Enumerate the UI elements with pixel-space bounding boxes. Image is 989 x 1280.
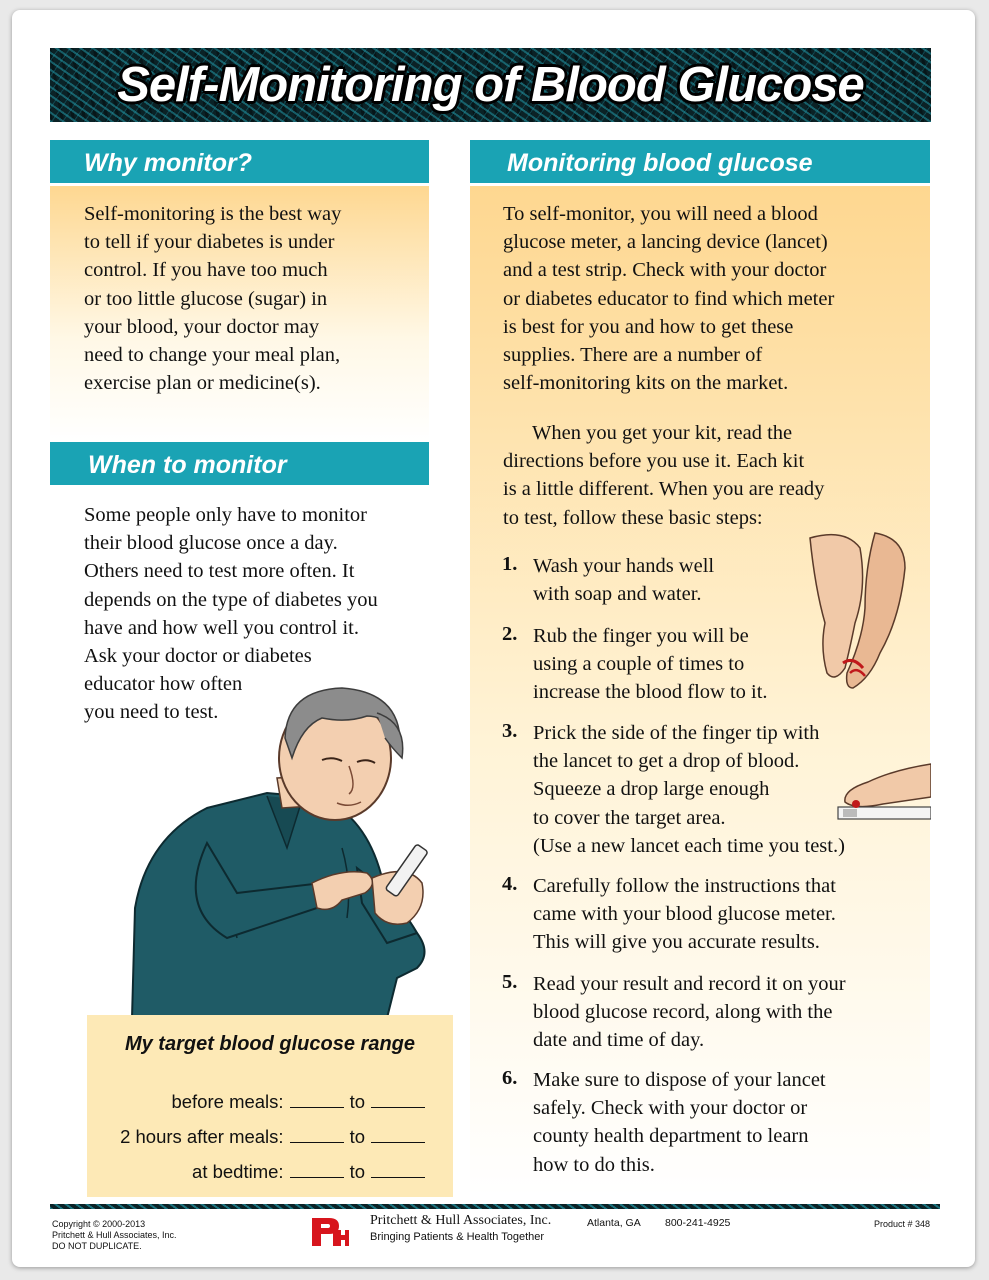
step-1-text: Wash your hands well with soap and water. xyxy=(533,555,715,606)
when-text: Some people only have to monitor their blood glucose once a day. Others need to test more often. It depends on the type of diabetes you have and how well you control it. Ask your doctor or diabetes educator how often you need to test. xyxy=(84,504,378,724)
target-range-box xyxy=(87,1015,453,1197)
man-testing-glucose-illustration xyxy=(117,678,462,1018)
monitoring-heading: Monitoring blood glucose xyxy=(470,140,930,186)
step-6-text: Make sure to dispose of your lancet safely. Check with your doctor or county health department to learn how to do this. xyxy=(533,1069,826,1176)
step-2-number: 2. xyxy=(502,623,518,645)
ph-logo-icon xyxy=(309,1214,351,1250)
company-logo xyxy=(309,1214,351,1250)
company-phone: 800-241-4925 xyxy=(665,1217,731,1229)
bedtime-low-blank[interactable] xyxy=(290,1161,344,1178)
before-meals-low-blank[interactable] xyxy=(290,1091,344,1108)
company-name: Pritchett & Hull Associates, Inc. xyxy=(370,1213,552,1228)
step-1-number: 1. xyxy=(502,553,518,575)
step-4-number: 4. xyxy=(502,873,518,895)
product-number: Product # 348 xyxy=(874,1219,931,1229)
step-2-text: Rub the finger you will be using a couple of times to increase the blood flow to it. xyxy=(533,625,768,704)
step-6-number: 6. xyxy=(502,1067,518,1089)
step-3-number: 3. xyxy=(502,720,518,742)
why-text: Self-monitoring is the best way to tell if your diabetes is under control. If you have too much or too little glucose (sugar) in your blood, your doctor may need to change your meal plan, exercise plan or medicine(s). xyxy=(84,203,342,395)
range-row-before-meals: before meals: to xyxy=(171,1091,431,1113)
step-5-text: Read your result and record it on your blood glucose record, along with the date and time of day. xyxy=(533,973,846,1052)
company-slogan: Bringing Patients & Health Together xyxy=(370,1231,545,1243)
step-3-text: Prick the side of the finger tip with the lancet to get a drop of blood. Squeeze a drop large enough to cover the target area. (Use a new lancet each time you test.) xyxy=(533,722,845,857)
after-meals-high-blank[interactable] xyxy=(371,1126,425,1143)
finger-on-test-strip-illustration xyxy=(833,762,931,826)
monitoring-kit-text: When you get your kit, read the directions before you use it. Each kit is a little different. When you are ready to test, follow these basic steps: xyxy=(503,422,825,529)
bedtime-high-blank[interactable] xyxy=(371,1161,425,1178)
title-banner xyxy=(50,48,931,122)
why-heading: Why monitor? xyxy=(50,140,429,186)
hands-rubbing-finger-illustration xyxy=(805,528,915,698)
target-range-title: My target blood glucose range xyxy=(124,1033,416,1055)
before-meals-high-blank[interactable] xyxy=(371,1091,425,1108)
step-4-text: Carefully follow the instructions that came with your blood glucose meter. This will give you accurate results. xyxy=(533,875,836,954)
copyright: Copyright © 2000-2013 Pritchett & Hull Associates, Inc. DO NOT DUPLICATE. xyxy=(52,1219,177,1251)
step-5-number: 5. xyxy=(502,971,518,993)
handout-page xyxy=(12,10,975,1267)
range-row-bedtime: at bedtime: to xyxy=(192,1161,431,1183)
company-location: Atlanta, GA xyxy=(587,1217,641,1229)
footer-divider xyxy=(50,1204,940,1209)
monitoring-intro: To self-monitor, you will need a blood glucose meter, a lancing device (lancet) and a test strip. Check with your doctor or diabetes educator to find which meter is best for you and how to get these supplies. There are a number of self-monitoring kits on the market. xyxy=(503,203,835,395)
after-meals-low-blank[interactable] xyxy=(290,1126,344,1143)
page-title: Self-Monitoring of Blood Glucose xyxy=(117,58,864,112)
when-heading: When to monitor xyxy=(50,442,429,488)
range-row-after-meals: 2 hours after meals: to xyxy=(120,1126,431,1148)
